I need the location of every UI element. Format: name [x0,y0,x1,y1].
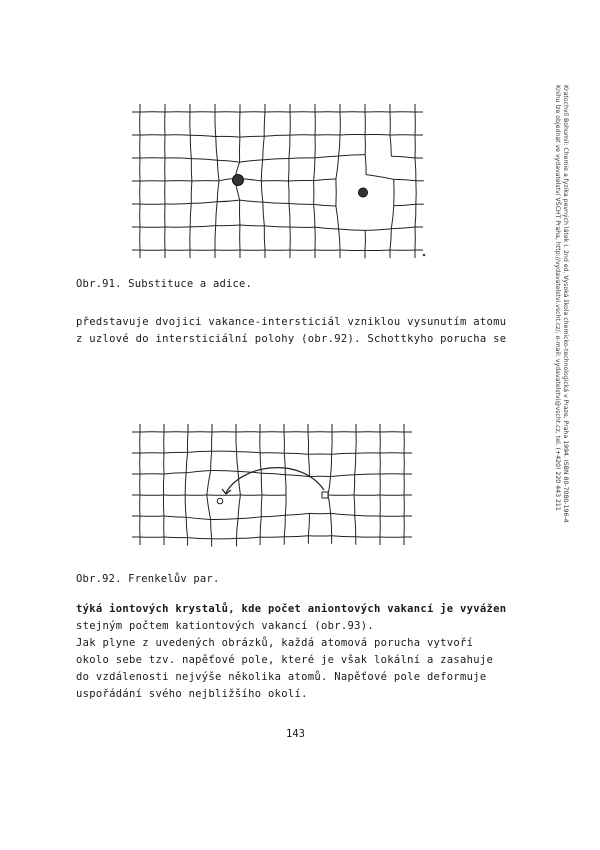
lattice-bond [191,202,217,204]
text-line: z uzlové do intersticiální polohy (obr.92). Schottkyho porucha se [76,333,507,345]
lattice-bond [260,453,261,473]
lattice-bond [236,432,237,452]
lattice-bond [314,204,315,227]
text-line: uspořádání svého nejbližšího okolí. [76,688,308,700]
lattice-bond [217,181,219,202]
lattice-bond [263,136,265,160]
lattice-bond [190,226,215,227]
lattice-bond [308,513,309,535]
lattice-bond [240,200,263,202]
lattice-bond [331,454,332,476]
lattice-bond [260,453,284,454]
lattice-bond [191,181,192,203]
lattice-bond [211,451,212,470]
figure-91-caption: Obr.91. Substituce a adice. [76,278,253,290]
lattice-bond [308,454,309,476]
lattice-bond [390,229,391,250]
lattice-bond [285,475,286,495]
lattice-bond [331,475,355,477]
lattice-bond [415,204,416,227]
lattice-bond [216,225,240,226]
lattice-bond [207,495,211,520]
lattice-bond [365,229,391,231]
lattice-bond [191,159,217,161]
lattice-bond [263,158,289,159]
paragraph-1 [76,314,536,348]
lattice-bond [163,495,164,516]
lattice-bond [190,135,215,136]
lattice-bond [163,474,164,495]
lattice-bond [238,471,240,495]
lattice-bond [217,160,239,162]
lattice-bond [261,495,262,517]
lattice-bond [240,225,264,226]
lattice-bond [216,136,218,160]
lattice-bond [391,156,415,158]
lattice-bond [164,473,186,474]
lattice-bond [391,227,415,229]
lattice-bond [332,453,356,454]
lattice-bond [264,135,290,136]
lattice-bond [289,204,290,227]
lattice-bond [339,229,366,230]
lattice-bond [263,202,264,226]
lattice-bond [315,156,339,158]
lattice-bond [164,537,188,538]
lattice-bond [190,135,191,158]
figure-frenkel-pair [128,420,428,560]
lattice-bond [164,516,186,517]
lattice-bond [288,181,289,204]
stray-dot [423,254,426,257]
lattice-bond [366,175,394,180]
lattice-bond [237,452,239,472]
figure-92-caption: Obr.92. Frenkelův par. [76,573,220,585]
lattice-bond [288,158,289,181]
citation-line: Knihu lze objednat ve vydavatelství VŠCHT Praha, http://vydavatelstvi.vscht.cz/, e-mail: vydavatelstvi@vscht.cz, tel. (+420) 220 443 211 [554,85,561,511]
lattice-bond [336,156,339,179]
lattice-bond [394,179,416,180]
lattice-bond [186,517,210,519]
text-line: stejným počtem kationtových vakancí (obr.93). [76,620,374,632]
lattice-diagram [128,100,428,265]
lattice-bond [261,473,285,474]
lattice-bond [240,136,264,137]
lattice-bond [260,517,261,537]
lattice-bond [285,495,286,515]
lattice-bond [289,158,315,159]
interstitial-atom [217,498,223,504]
lattice-bond [216,202,218,226]
lattice-bond [394,204,416,205]
lattice-bond [390,135,391,156]
lattice-bond [217,160,219,181]
lattice-bond [314,158,315,181]
lattice-bond [261,473,262,495]
lattice-bond [185,495,186,517]
lattice-bond [188,538,212,539]
lattice-bond [264,112,265,136]
lattice-bond [284,453,308,454]
lattice-bond [211,519,238,520]
lattice-bond [339,135,340,156]
lattice-bond [308,432,309,454]
side-citation-note [553,85,569,555]
lattice-bond [186,517,187,537]
lattice-bond [289,204,314,205]
lattice-bond [314,179,336,181]
lattice-bond [391,206,393,229]
lattice-bond [315,227,339,229]
text-line: Jak plyne z uvedených obrázků, každá atomová porucha vytvoří [76,637,474,649]
lattice-bond [186,470,210,472]
interstitial-atom [359,188,368,197]
lattice-bond [207,470,211,495]
lattice-bond [238,495,240,519]
lattice-bond [190,203,191,226]
lattice-bond [314,204,336,206]
lattice-bond [264,226,265,250]
lattice-bond [332,536,356,537]
lattice-bond [215,226,216,250]
lattice-bond [285,513,309,515]
lattice-bond [211,520,212,539]
lattice-bond [355,515,380,516]
lattice-bond [331,513,355,515]
lattice-bond [217,200,239,202]
text-line: představuje dvojici vakance-intersticiál vzniklou vysunutím atomu [76,316,507,328]
lattice-bond [284,453,285,474]
lattice-bond [187,432,188,452]
lattice-bond [165,203,191,204]
lattice-bond [284,536,308,537]
lattice-bond [185,473,186,495]
lattice-bond [186,452,187,472]
paragraph-2 [76,601,536,703]
lattice-bond [165,158,191,159]
lattice-bond [216,136,240,137]
lattice-bond [339,229,340,250]
lattice-bond [365,155,366,175]
lattice-bond [355,453,356,474]
lattice-bond [164,452,188,453]
lattice-bond [188,451,212,452]
lattice-bond [237,452,261,453]
lattice-bond [336,206,339,229]
page-number: 143 [286,728,305,740]
figure-substitution-addition [128,100,428,265]
lattice-bond [354,495,355,515]
lattice-bond [339,155,366,156]
lattice-bond [261,181,263,202]
lattice-bond [354,475,355,495]
lattice-bond [331,513,332,535]
lattice-bond [289,135,290,158]
lattice-bond [215,112,216,136]
lattice-bond [264,226,290,227]
lattice-bond [355,515,356,536]
lattice-diagram [128,420,428,560]
lattice-bond [415,158,416,181]
vacancy-marker [322,492,328,498]
lattice-bond [260,537,284,538]
text-line: okolo sebe tzv. napěťové pole, které je však lokální a zasahuje [76,654,494,666]
lattice-bond [237,519,239,539]
lattice-bond [261,160,262,181]
lattice-bond [238,517,261,519]
lattice-bond [237,537,261,538]
lattice-bond [263,202,289,203]
lattice-bond [261,515,285,516]
citation-line: Kratochvíl Bohumil: Chemie a fyzika pevných látek I. 2nd ed. Vysoká škola chemicko-technologická v Praze, Praha 1994. ISBN 80-7080-196-4 [562,85,569,523]
lattice-bond [332,432,333,454]
lattice-bond [355,474,380,475]
lattice-bond [285,475,309,477]
lattice-bond [211,470,238,471]
text-line: do vzdálenosti nejvýše několika atomů. Napěťové pole deformuje [76,671,487,683]
text-line: týká iontových krystalů, kde počet aniontových vakancí je vyvážen [76,603,507,615]
lattice-bond [284,515,285,536]
substitutional-atom [233,175,244,186]
lattice-bond [191,159,192,181]
lattice-bond [240,160,263,162]
